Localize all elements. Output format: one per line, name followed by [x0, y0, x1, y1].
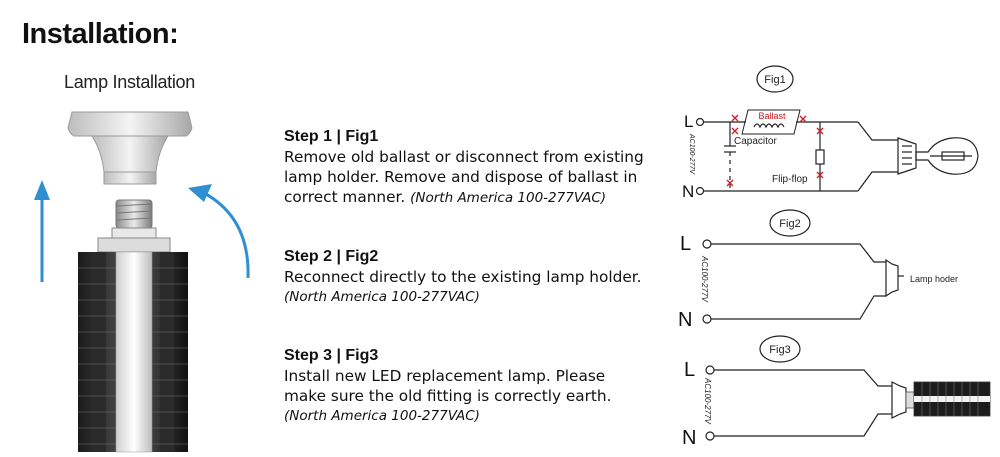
fig2-line-label: L	[680, 233, 692, 255]
step-1-note: (North America 100-277VAC)	[410, 190, 607, 206]
fig1-diagram	[697, 66, 979, 195]
fig1-capacitor-label: Capacitor	[734, 136, 777, 147]
fig1-voltage-label: AC100-277V	[688, 134, 695, 175]
step-2-text: Reconnect directly to the existing lamp holder.	[284, 268, 642, 286]
screw-base-icon	[98, 200, 170, 252]
fig3-line-label: L	[684, 359, 696, 381]
page-title: Installation:	[22, 18, 179, 50]
lamp-holder-icon	[68, 112, 192, 184]
fig3-voltage-label: AC100-277V	[703, 378, 712, 424]
step-2	[284, 247, 644, 307]
wiring-diagrams	[660, 60, 995, 457]
step-3-text: Install new LED replacement lamp. Please make sure the old fitting is correctly earth.	[284, 367, 612, 405]
step-1-body	[284, 147, 644, 208]
fig3-label: Fig3	[769, 344, 791, 356]
fig3-neutral-label: N	[682, 427, 697, 449]
step-1	[284, 127, 644, 208]
fig1-ballast-label: Ballast	[758, 111, 786, 121]
led-corn-lamp-icon	[78, 252, 188, 452]
fig1-neutral-label: N	[682, 182, 695, 201]
step-2-heading: Step 2 | Fig2	[284, 248, 379, 265]
rotate-arrow-icon	[188, 184, 248, 278]
step-1-heading: Step 1 | Fig1	[284, 128, 379, 145]
lamp-installation-illustration	[0, 100, 270, 457]
fig1-label: Fig1	[764, 74, 786, 86]
fig2-holder-label: Lamp hoder	[910, 274, 959, 284]
fig2-neutral-label: N	[678, 309, 693, 331]
fig1-line-label: L	[684, 112, 694, 131]
fig3-led-lamp-icon	[906, 382, 990, 416]
fig3-diagram	[706, 336, 906, 440]
fig2-diagram	[703, 210, 904, 323]
fig2-voltage-label: AC100-277V	[700, 256, 709, 302]
up-arrow-icon	[34, 180, 50, 282]
step-3-heading: Step 3 | Fig3	[284, 347, 379, 364]
fig1-flipflop-label: Flip-flop	[772, 174, 808, 185]
step-3	[284, 346, 644, 426]
step-2-note: (North America 100-277VAC)	[284, 289, 480, 305]
fig2-label: Fig2	[779, 218, 801, 230]
step-1-text: Remove old ballast or disconnect from existing lamp holder. Remove and dispose of ballast in correct manner.	[284, 148, 644, 206]
section-subtitle: Lamp Installation	[64, 72, 195, 92]
step-3-note: (North America 100-277VAC)	[284, 408, 480, 424]
